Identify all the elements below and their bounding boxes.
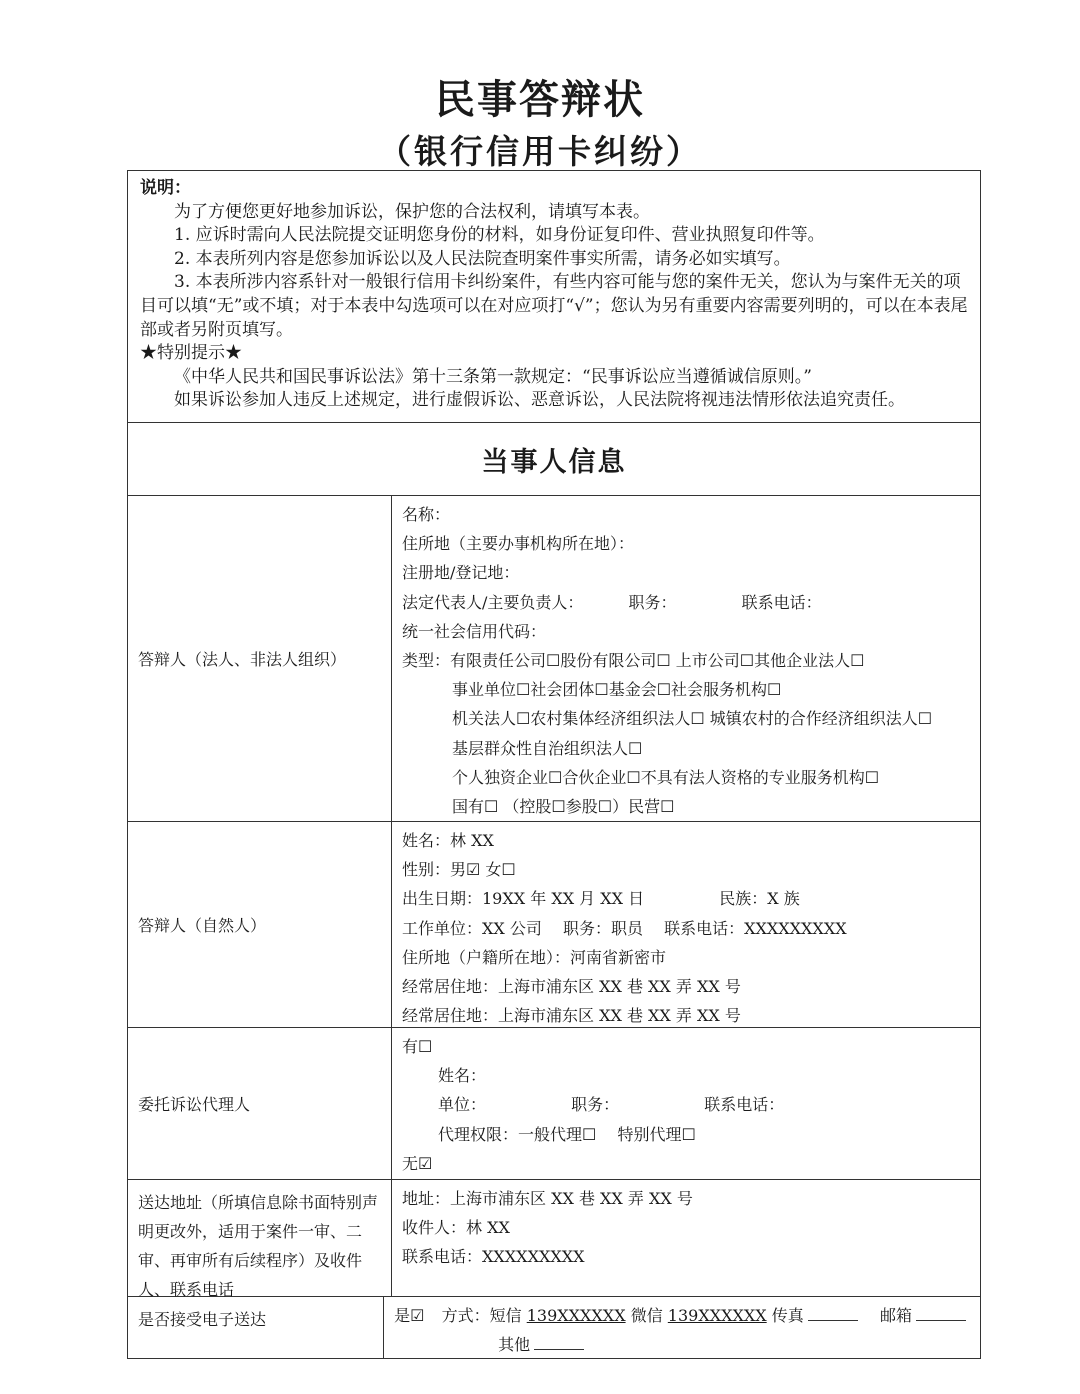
org-respondent-label: 答辩人（法人、非法人组织） — [128, 496, 392, 821]
natural-respondent-fields — [392, 822, 980, 1027]
service-address-row — [128, 1180, 980, 1297]
e-service-row — [128, 1297, 980, 1358]
defense-form — [127, 170, 981, 1359]
respondent-residence-1[interactable]: 经常居住地：上海市浦东区 XX 巷 XX 弄 XX 号 — [402, 977, 741, 997]
instructions-section — [128, 171, 980, 423]
respondent-gender[interactable]: 性别：男☑ 女☐ — [402, 860, 516, 880]
respondent-domicile[interactable]: 住所地（户籍所在地）：河南省新密市 — [402, 947, 667, 967]
respondent-birth-date[interactable]: 出生日期：19XX 年 XX 月 XX 日 — [402, 889, 645, 909]
org-name-field[interactable]: 名称： — [402, 505, 451, 524]
wechat-number-field[interactable]: 139XXXXXX — [667, 1306, 767, 1325]
respondent-phone[interactable]: 联系电话：XXXXXXXXX — [664, 918, 847, 938]
agent-authority-special[interactable]: 特别代理☐ — [617, 1124, 696, 1144]
org-legal-rep-field[interactable]: 法定代表人/主要负责人： — [402, 592, 584, 612]
document-title: 民事答辩状 — [435, 76, 645, 123]
org-respondent-fields — [392, 496, 980, 821]
org-credit-code-field[interactable]: 统一社会信用代码： — [402, 621, 547, 641]
respondent-position[interactable]: 职务：职员 — [562, 918, 643, 938]
section-title: 当事人信息 — [128, 423, 980, 496]
instructions-item-1: 1. 应诉时需向人民法院提交证明您身份的材料，如身份证复印件、营业执照复印件等。 — [174, 225, 825, 246]
fax-label: 传真 — [771, 1306, 804, 1325]
instructions-item-2: 2. 本表所列内容是您参加诉讼以及人民法院查明案件事实所需，请务必如实填写。 — [174, 248, 791, 269]
respondent-name[interactable]: 姓名：林 XX — [402, 831, 494, 850]
other-field[interactable] — [534, 1335, 584, 1350]
org-type-options-3[interactable]: 机关法人☐农村集体经济组织法人☐ 城镇农村的合作经济组织法人☐ — [452, 709, 933, 729]
org-type-options-4[interactable]: 基层群众性自治组织法人☐ — [452, 738, 643, 758]
email-label: 邮箱 — [879, 1306, 912, 1325]
instructions-heading: 说明： — [140, 178, 191, 198]
special-notice-heading: ★特别提示★ — [140, 343, 242, 364]
e-service-fields — [384, 1297, 980, 1358]
service-address-field[interactable]: 地址：上海市浦东区 XX 巷 XX 弄 XX 号 — [402, 1189, 693, 1208]
special-notice-1: 《中华人民共和国民事诉讼法》第十三条第一款规定：“民事诉讼应当遵循诚信原则。” — [174, 366, 812, 387]
org-domicile-field[interactable]: 住所地（主要办事机构所在地）： — [402, 534, 635, 554]
sms-number-field[interactable]: 139XXXXXX — [526, 1306, 626, 1325]
wechat-label: 微信 — [630, 1306, 663, 1325]
respondent-ethnicity[interactable]: 民族：X 族 — [719, 889, 800, 909]
document-subtitle: （银行信用卡纠纷） — [378, 132, 702, 171]
instructions-item-3: 3. 本表所涉内容系针对一般银行信用卡纠纷案件，有些内容可能与您的案件无关，您认为与案件无关的项目可以填“无”或不填；对于本表中勾选项可以在对应项打“√”；您认为另有重要内容需要列明的，可以在本表尾部或者另附页填写。 — [140, 272, 968, 340]
org-type-options-1[interactable]: 类型：有限责任公司☐股份有限公司☐ 上市公司☐其他企业法人☐ — [402, 651, 865, 671]
fax-field[interactable] — [808, 1306, 858, 1321]
email-field[interactable] — [916, 1306, 966, 1321]
agent-none-checkbox[interactable]: 无☑ — [402, 1153, 433, 1173]
agent-fields — [392, 1028, 980, 1179]
service-recipient-field[interactable]: 收件人：林 XX — [402, 1218, 510, 1238]
agent-has-checkbox[interactable]: 有☐ — [402, 1037, 433, 1056]
org-type-options-5[interactable]: 个人独资企业☐合伙企业☐不具有法人资格的专业服务机构☐ — [452, 767, 880, 787]
service-address-label: 送达地址（所填信息除书面特别声明更改外，适用于案件一审、二审、再审所有后续程序）及收件人、联系电话 — [128, 1180, 392, 1296]
e-service-accept-checkbox[interactable]: 是☑ — [394, 1306, 425, 1325]
service-address-fields — [392, 1180, 980, 1296]
org-registration-field[interactable]: 注册地/登记地： — [402, 563, 520, 583]
other-label: 其他 — [498, 1335, 531, 1355]
respondent-residence-2[interactable]: 经常居住地：上海市浦东区 XX 巷 XX 弄 XX 号 — [402, 1006, 741, 1026]
e-service-label: 是否接受电子送达 — [128, 1297, 384, 1358]
instructions-intro: 为了方便您更好地参加诉讼，保护您的合法权利，请填写本表。 — [174, 201, 650, 222]
natural-respondent-label: 答辩人（自然人） — [128, 822, 392, 1027]
org-phone-field[interactable]: 联系电话： — [741, 592, 822, 612]
agent-phone-field[interactable]: 联系电话： — [704, 1095, 785, 1115]
service-phone-field[interactable]: 联系电话：XXXXXXXXX — [402, 1247, 585, 1267]
agent-position-field[interactable]: 职务： — [571, 1095, 620, 1115]
e-service-method-label: 方式：短信 — [441, 1306, 522, 1325]
agent-unit-field[interactable]: 单位： — [438, 1095, 487, 1115]
special-notice-2: 如果诉讼参加人违反上述规定，进行虚假诉讼、恶意诉讼，人民法院将视违法情形依法追究责任。 — [174, 390, 905, 411]
org-position-field[interactable]: 职务： — [628, 592, 677, 612]
agent-label: 委托诉讼代理人 — [128, 1028, 392, 1179]
org-type-options-2[interactable]: 事业单位☐社会团体☐基金会☐社会服务机构☐ — [452, 680, 782, 700]
org-respondent-row — [128, 496, 980, 822]
respondent-work-unit[interactable]: 工作单位：XX 公司 — [402, 918, 542, 938]
natural-respondent-row — [128, 822, 980, 1028]
org-type-options-6[interactable]: 国有☐ （控股☐参股☐）民营☐ — [452, 797, 675, 817]
agent-row — [128, 1028, 980, 1180]
agent-name-field[interactable]: 姓名： — [438, 1066, 487, 1086]
agent-authority-general[interactable]: 代理权限：一般代理☐ — [438, 1124, 597, 1144]
